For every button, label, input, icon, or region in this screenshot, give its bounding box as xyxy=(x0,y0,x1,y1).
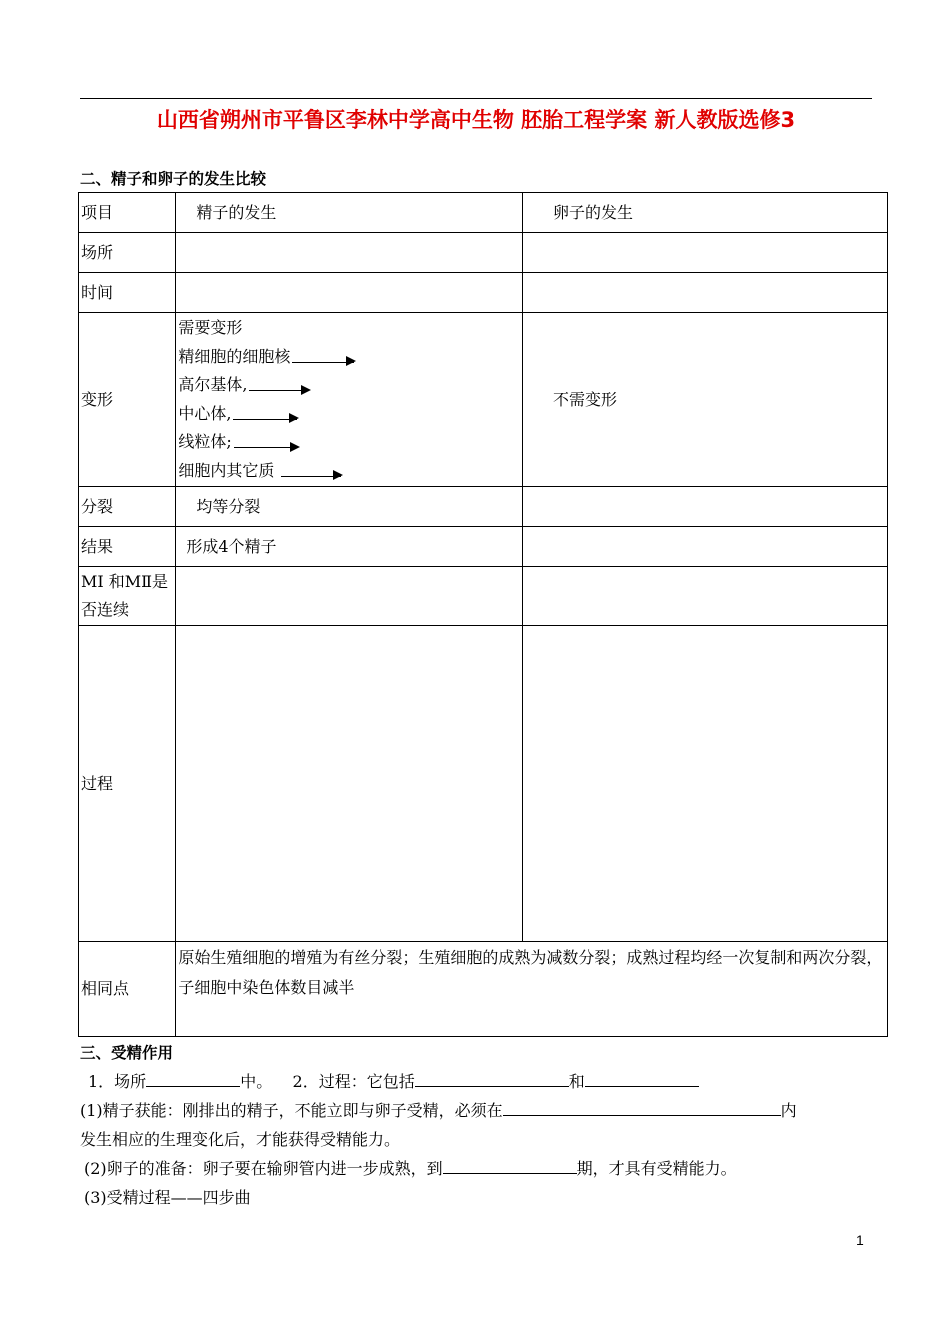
deform-line-mitochondria: 线粒体; xyxy=(178,428,520,457)
row-label-division: 分裂 xyxy=(79,487,176,527)
row-label-process: 过程 xyxy=(79,626,176,942)
cell-sperm-time xyxy=(176,273,523,313)
table-row xyxy=(79,527,888,567)
page-number: 1 xyxy=(856,1232,864,1248)
arrow-icon xyxy=(292,352,354,363)
deform-text: 线粒体 xyxy=(178,432,227,451)
deform-text: 细胞内其它质 xyxy=(178,460,275,480)
fertilization-line-2 xyxy=(80,1097,797,1125)
text-process-label: 2．过程：它包括 xyxy=(292,1072,415,1091)
deform-line-centrosome: 中心体, xyxy=(178,400,520,429)
table-row xyxy=(79,313,888,487)
fertilization-line-1 xyxy=(88,1068,699,1096)
cell-egg-time xyxy=(523,273,888,313)
comparison-table xyxy=(78,192,888,1037)
header-cell-sperm: 精子的发生 xyxy=(176,193,523,233)
blank-field[interactable] xyxy=(443,1155,577,1174)
table-row xyxy=(79,626,888,942)
blank-field[interactable] xyxy=(503,1097,781,1116)
table-row xyxy=(79,273,888,313)
cell-egg-meiosis xyxy=(523,567,888,626)
header-cell-item: 项目 xyxy=(79,193,176,233)
blank-field[interactable] xyxy=(585,1068,699,1087)
row-label-time: 时间 xyxy=(79,273,176,313)
deform-line-cytoplasm xyxy=(178,457,520,486)
document-title: 山西省朔州市平鲁区李林中学高中生物 胚胎工程学案 新人教版选修3 xyxy=(156,108,796,132)
cell-egg-deformation: 不需变形 xyxy=(523,313,888,487)
blank-field[interactable] xyxy=(146,1068,240,1087)
table-row xyxy=(79,567,888,626)
table-row xyxy=(79,942,888,1037)
row-label-meiosis-continuity: MⅠ 和MⅡ是否连续 xyxy=(79,567,176,626)
blank-field[interactable] xyxy=(415,1068,569,1087)
row-label-similarity: 相同点 xyxy=(79,942,176,1037)
cell-sperm-process xyxy=(176,626,523,942)
section-heading-fertilization: 三、受精作用 xyxy=(80,1044,174,1062)
deform-text: 高尔基体 xyxy=(178,375,243,394)
text-stage-suffix: 期，才具有受精能力。 xyxy=(576,1159,737,1178)
text-capacitation: (1)精子获能：刚排出的精子，不能立即与卵子受精，必须在 xyxy=(80,1101,503,1120)
arrow-icon xyxy=(281,466,341,477)
cell-egg-location xyxy=(523,233,888,273)
cell-sperm-deformation xyxy=(176,313,523,487)
fertilization-line-4 xyxy=(84,1155,737,1183)
row-label-result: 结果 xyxy=(79,527,176,567)
deform-line-nucleus xyxy=(178,343,520,372)
cell-sperm-meiosis xyxy=(176,567,523,626)
text-location-label: 1．场所 xyxy=(88,1072,147,1091)
text-egg-preparation: (2)卵子的准备：卵子要在输卵管内进一步成熟，到 xyxy=(84,1159,443,1178)
arrow-icon xyxy=(249,380,309,391)
deform-line-golgi: 高尔基体, xyxy=(178,371,520,400)
cell-egg-process xyxy=(523,626,888,942)
arrow-icon xyxy=(233,409,297,420)
deform-line: 需要变形 xyxy=(178,318,243,337)
text-location-suffix: 中。 xyxy=(240,1072,273,1091)
header-rule xyxy=(80,98,872,99)
row-label-location: 场所 xyxy=(79,233,176,273)
arrow-icon xyxy=(234,437,298,448)
cell-egg-result xyxy=(523,527,888,567)
table-header-row xyxy=(79,193,888,233)
fertilization-line-3: 发生相应的生理变化后，才能获得受精能力。 xyxy=(80,1130,401,1149)
cell-sperm-result: 形成4个精子 xyxy=(176,527,523,567)
row-label-deformation: 变形 xyxy=(79,313,176,487)
cell-egg-division xyxy=(523,487,888,527)
table-row xyxy=(79,487,888,527)
deform-text: 中心体 xyxy=(178,403,227,423)
fertilization-line-5: (3)受精过程——四步曲 xyxy=(84,1188,251,1207)
deform-text: 精细胞的细胞核 xyxy=(178,346,291,366)
cell-sperm-location xyxy=(176,233,523,273)
cell-sperm-division: 均等分裂 xyxy=(176,487,523,527)
text-inside: 内 xyxy=(780,1101,797,1120)
cell-similarity-text: 原始生殖细胞的增殖为有丝分裂；生殖细胞的成熟为减数分裂；成熟过程均经一次复制和两次分裂，子细胞中染色体数目减半 xyxy=(176,942,888,1037)
section-heading-comparison: 二、精子和卵子的发生比较 xyxy=(80,170,267,188)
text-and: 和 xyxy=(568,1072,585,1091)
table-row xyxy=(79,233,888,273)
header-cell-egg: 卵子的发生 xyxy=(523,193,888,233)
